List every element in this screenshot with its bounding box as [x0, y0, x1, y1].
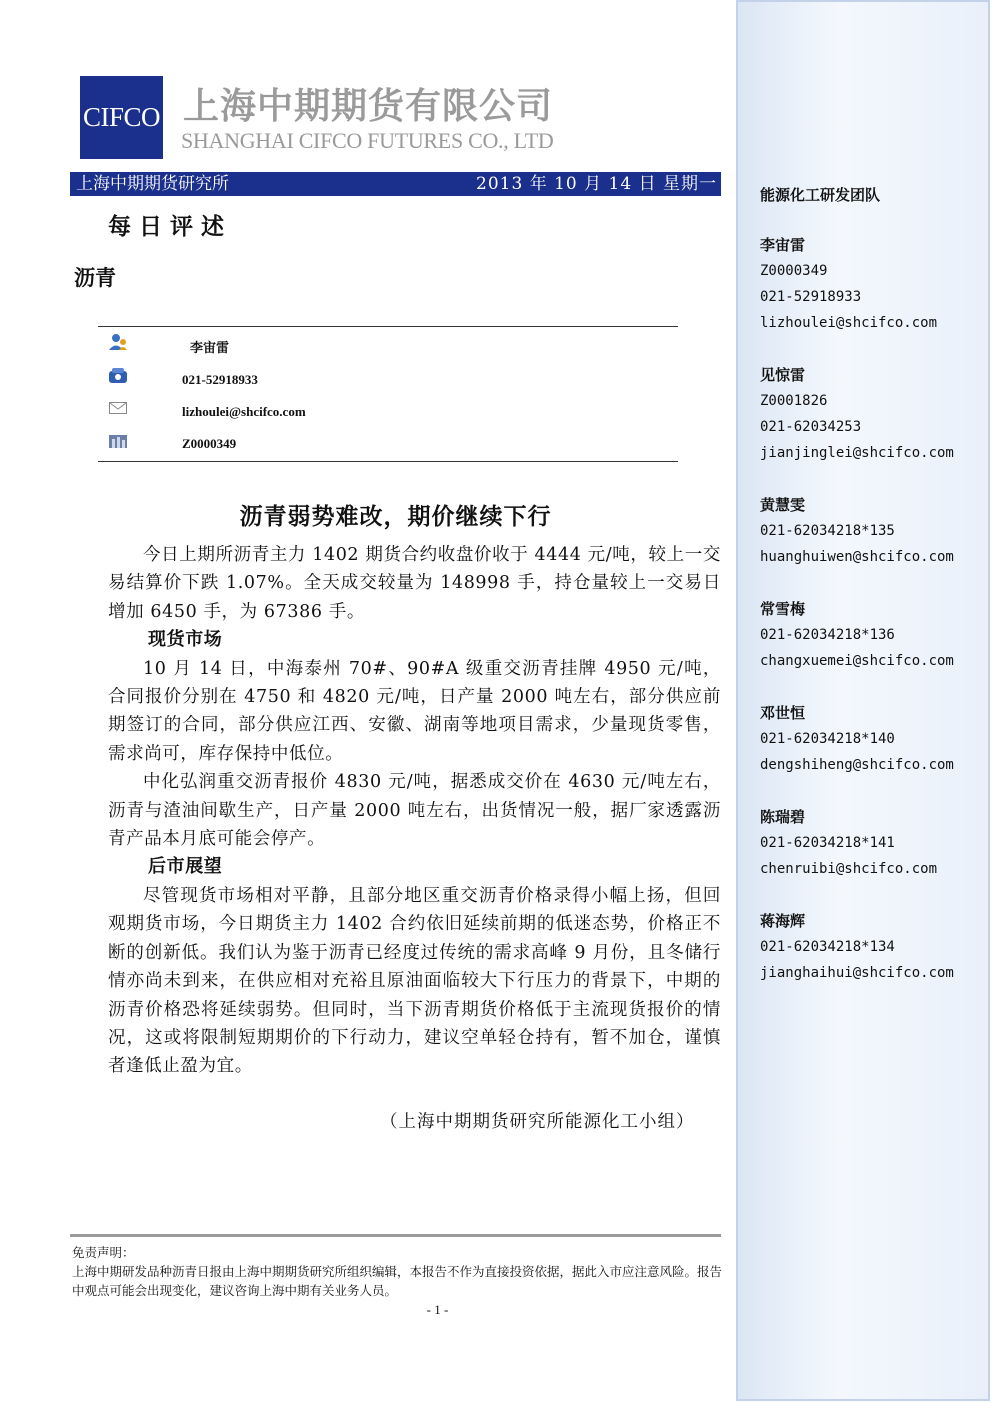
report-date: 2013 年 10 月 14 日 星期一	[476, 174, 717, 194]
article-signature: （上海中期期货研究所能源化工小组）	[380, 1112, 695, 1132]
team-member	[760, 232, 937, 336]
member-name: 邓世恒	[760, 704, 806, 722]
member-name: 黄慧雯	[760, 496, 806, 514]
license-icon	[108, 431, 128, 449]
member-phone: 021-62034218*135	[760, 523, 895, 539]
team-member	[760, 492, 954, 570]
person-icon	[108, 333, 128, 351]
member-email: chenruibi@shcifco.com	[760, 861, 938, 877]
member-email: jianjinglei@shcifco.com	[760, 445, 954, 461]
team-member	[760, 596, 954, 674]
team-member	[760, 700, 954, 778]
mail-icon	[108, 399, 128, 417]
member-email: jianghaihui@shcifco.com	[760, 965, 954, 981]
institute-name: 上海中期期货研究所	[76, 174, 229, 194]
article-headline: 沥青弱势难改，期价继续下行	[239, 503, 552, 530]
analyst-email: lizhoulei@shcifco.com	[182, 404, 306, 419]
analyst-license: Z0000349	[182, 436, 237, 451]
team-member	[760, 362, 954, 466]
member-phone: 021-62034253	[760, 419, 862, 435]
phone-icon	[108, 367, 128, 385]
heading-outlook: 后市展望	[148, 856, 223, 878]
analyst-phone: 021-52918933	[182, 372, 258, 387]
team-member	[760, 908, 954, 986]
paragraph-summary: 今日上期所沥青主力 1402 期货合约收盘价收于 4444 元/吨，较上一交易结算价下跌 1.07%。全天成交较量为 148998 手，持仓量较上一交易日增加 6450 手，为 67386 手。	[108, 545, 721, 622]
member-phone: 021-62034218*136	[760, 627, 895, 643]
company-name-cn: 上海中期期货有限公司	[183, 86, 554, 127]
disclaimer-text: 上海中期研发品种沥青日报由上海中期期货研究所组织编辑，本报告不作为直接投资依据，据此入市应注意风险。报告中观点可能会出现变化，建议咨询上海中期有关业务人员。	[72, 1264, 723, 1298]
page-number: - 1 -	[426, 1302, 449, 1317]
member-phone: 021-62034218*140	[760, 731, 895, 747]
logo-text: CIFCO	[82, 102, 161, 132]
member-name: 陈瑞碧	[760, 808, 806, 826]
disclaimer	[72, 1243, 722, 1300]
member-license: Z0000349	[760, 263, 828, 279]
company-logo	[80, 76, 163, 159]
member-license: Z0001826	[760, 393, 828, 409]
member-name: 李宙雷	[760, 236, 806, 254]
disclaimer-title: 免责声明：	[72, 1245, 135, 1260]
team-member	[760, 804, 937, 882]
paragraph-outlook: 尽管现货市场相对平静，且部分地区重交沥青价格录得小幅上扬，但回观期货市场，今日期货主力 1402 合约依旧延续前期的低迷态势，价格正不断的创新低。我们认为鉴于沥青已经度过传统的需求高峰 9 月份，且冬储行情亦尚未到来，在供应相对充裕且原油面临较大下行压力的背景下，中期的沥青价格恐将延续弱势。但同时，当下沥青期货价格低于主流现货报价的情况，这或将限制短期期价的下行动力，建议空单轻仓持有，暂不加仓，谨慎者逢低止盈为宜。	[108, 885, 721, 1077]
analyst-name: 李宙雷	[190, 340, 230, 355]
paragraph-spot-2: 中化弘润重交沥青报价 4830 元/吨，据悉成交价在 4630 元/吨左右，沥青与渣油间歇生产，日产量 2000 吨左右，出货情况一般，据厂家透露沥青产品本月底可能会停产。	[108, 772, 721, 850]
member-phone: 021-52918933	[760, 289, 862, 305]
analyst-contact-box	[98, 326, 678, 462]
paragraph-spot-1: 10 月 14 日，中海泰州 70#、90#A 级重交沥青挂牌 4950 元/吨，合同报价分别在 4750 和 4820 元/吨，日产量 2000 吨左右，部分供应前期签订的合同，部分供应江西、安徽、湖南等地项目需求，少量现货零售，需求尚可，库存保持中低位。	[108, 658, 721, 764]
member-name: 见惊雷	[760, 366, 806, 384]
product-name: 沥青	[74, 265, 116, 290]
header-bar	[70, 172, 721, 196]
member-email: changxuemei@shcifco.com	[760, 653, 954, 669]
heading-spot-market: 现货市场	[148, 629, 223, 651]
member-email: lizhoulei@shcifco.com	[760, 315, 938, 331]
member-email: huanghuiwen@shcifco.com	[760, 549, 954, 565]
company-name-en: SHANGHAI CIFCO FUTURES CO., LTD	[181, 128, 554, 153]
member-email: dengshiheng@shcifco.com	[760, 757, 954, 773]
member-phone: 021-62034218*134	[760, 939, 895, 955]
member-name: 蒋海辉	[760, 912, 806, 930]
section-title: 每日评述	[108, 213, 232, 240]
footer-divider	[70, 1234, 721, 1237]
team-sidebar	[736, 0, 990, 1401]
article-body	[108, 541, 721, 1081]
team-title: 能源化工研发团队	[760, 186, 881, 204]
member-phone: 021-62034218*141	[760, 835, 895, 851]
member-name: 常雪梅	[760, 600, 806, 618]
